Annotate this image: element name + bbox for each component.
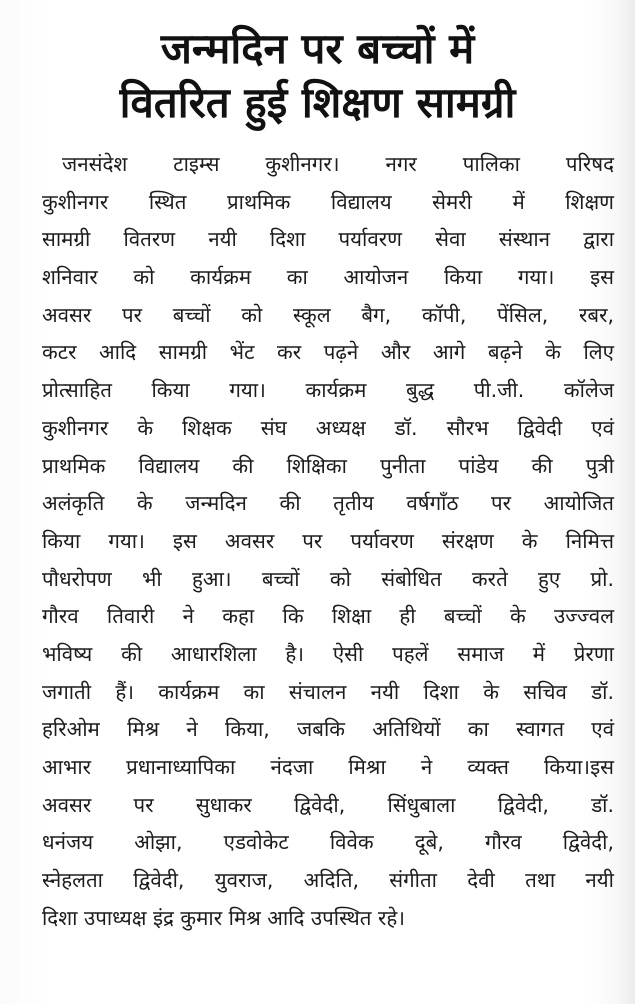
article-line: भविष्य की आधारशिला है। ऐसी पहलें समाज में प्रेरणा: [42, 641, 614, 666]
article-body: [42, 146, 614, 937]
article-line: आभार प्रधानाध्यापिका नंदजा मिश्रा ने व्यक्त किया।इस: [42, 755, 614, 779]
article-line: प्रोत्साहित किया गया। कार्यक्रम बुद्ध पी.जी. कॉलेज: [42, 378, 614, 403]
article-line: कटर आदि सामग्री भेंट कर पढ़ने और आगे बढ़ने के लिए: [42, 340, 614, 365]
article-line: अलंकृति के जन्मदिन की तृतीय वर्षगाँठ पर आयोजित: [42, 491, 614, 516]
article-line: अवसर पर सुधाकर द्विवेदी, सिंधुबाला द्विवेदी, डॉ.: [42, 792, 614, 817]
article-line: प्राथमिक विद्यालय की शिक्षिका पुनीता पांडेय की पुत्री: [42, 453, 614, 478]
headline-line: जन्मदिन पर बच्चों में: [160, 24, 475, 73]
article-line: जनसंदेश टाइम्स कुशीनगर। नगर पालिका परिषद: [62, 152, 614, 176]
headline-line: वितरित हुई शिक्षण सामग्री: [119, 78, 516, 127]
article-line: दिशा उपाध्यक्ष इंद्र कुमार मिश्र आदि उपस्थित रहे।: [42, 905, 405, 930]
article-line: पौधरोपण भी हुआ। बच्चों को संबोधित करते हुए प्रो.: [42, 566, 614, 591]
article-line: हरिओम मिश्र ने किया, जबकि अतिथियों का स्वागत एवं: [42, 717, 614, 742]
article-line: जगाती हैं। कार्यक्रम का संचालन नयी दिशा के सचिव डॉ.: [42, 679, 614, 704]
article-line: गौरव तिवारी ने कहा कि शिक्षा ही बच्चों के उज्ज्वल: [42, 604, 614, 629]
article-line: किया गया। इस अवसर पर पर्यावरण संरक्षण के निमित्त: [42, 528, 614, 553]
article-line: कुशीनगर स्थित प्राथमिक विद्यालय सेमरी में शिक्षण: [42, 189, 614, 214]
article-line: अवसर पर बच्चों को स्कूल बैग, कॉपी, पेंसिल, रबर,: [42, 302, 614, 327]
article-line: शनिवार को कार्यक्रम का आयोजन किया गया। इस: [42, 265, 614, 290]
article-line: स्नेहलता द्विवेदी, युवराज, अदिति, संगीता देवी तथा नयी: [42, 868, 614, 893]
article-line: धनंजय ओझा, एडवोकेट विवेक दूबे, गौरव द्विवेदी,: [42, 830, 614, 855]
article-line: कुशीनगर के शिक्षक संघ अध्यक्ष डॉ. सौरभ द्विवेदी एवं: [42, 415, 614, 440]
headline: [18, 22, 617, 130]
page-edge-shadow: [617, 0, 635, 1004]
article-line: सामग्री वितरण नयी दिशा पर्यावरण सेवा संस्थान द्वारा: [42, 227, 614, 252]
